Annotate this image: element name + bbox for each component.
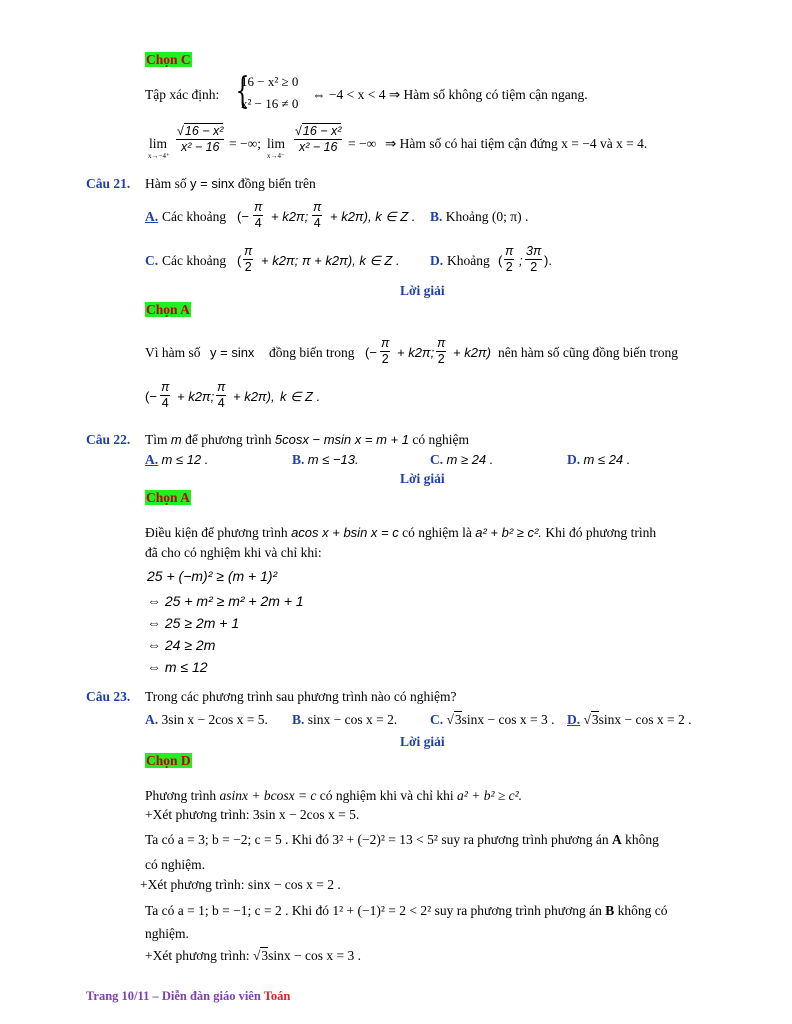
lim-1-tail: = −∞; <box>229 136 261 151</box>
q22-option-b[interactable]: B. m ≤ −13. <box>292 452 359 467</box>
lim-2-frac: $\frac{\text{√16 − x²}}{\text{x² − 16}}$ <box>295 124 342 154</box>
domain-conclusion: ⇔ −4 < x < 4 ⇒ Hàm số không có tiệm cận ngang. <box>312 87 588 102</box>
question-21-stem: Câu 21. Hàm số y = sinx đồng biến trên <box>86 176 316 191</box>
limits-line <box>145 124 765 164</box>
q23-solution-line3: Ta có a = 3; b = −2; c = 5 . Khi đó 3² + (−2)² = 13 < 5² suy ra phương trình phương án A không <box>145 832 659 847</box>
lim-1: lim <box>149 136 168 151</box>
q23-solution-line4: có nghiệm. <box>145 857 205 872</box>
footer-subject: Toán <box>263 989 291 1003</box>
q21-chon: Chọn A <box>146 302 190 317</box>
q21-option-b[interactable]: B. Khoảng (0; π) . <box>430 209 529 224</box>
q22-loi-giai: Lời giải <box>400 471 445 486</box>
q22-option-c[interactable]: C. m ≥ 24 . <box>430 452 494 467</box>
lim-conclusion: ⇒ Hàm số có hai tiệm cận đứng x = −4 và x = 4. <box>385 136 648 151</box>
condition-2: x² − 16 ≠ 0 <box>241 96 299 111</box>
q22-condition-line1: Điều kiện để phương trình acos x + bsin x = c có nghiệm là a² + b² ≥ c². Khi đó phương trình <box>145 525 657 540</box>
lim-1-frac: $\frac{\text{√16 − x²}}{\text{x² − 16}}$ <box>177 124 224 154</box>
q22-option-d[interactable]: D. m ≤ 24 . <box>567 452 631 467</box>
q23-solution-line2: +Xét phương trình: 3sin x − 2cos x = 5. <box>145 807 360 822</box>
q21-loi-giai: Lời giải <box>400 283 445 298</box>
footer-forum: Diễn đàn giáo viên <box>161 989 261 1003</box>
question-23-stem: Câu 23. Trong các phương trình sau phương trình nào có nghiệm? <box>86 689 457 704</box>
page-footer <box>86 989 290 1004</box>
q23-solution-line7: nghiệm. <box>145 926 189 941</box>
question-22-stem: Câu 22. Tìm m để phương trình 5cosx − msin x = m + 1 có nghiệm <box>86 432 469 447</box>
q23-chon: Chọn D <box>146 753 191 768</box>
q21-option-d[interactable]: D. Khoảng ( $\frac{\pi}{2}$ ; $\frac{3\pi}{2}$ ). <box>430 244 552 274</box>
q23-solution-line1: Phương trình asinx + bcosx = c có nghiệm khi và chỉ khi a² + b² ≥ c². <box>145 788 523 803</box>
brace-system: { <box>235 71 250 112</box>
lim-2: lim <box>267 136 286 151</box>
lim-1-sub: x→−4⁺ <box>148 152 170 160</box>
domain-label: Tập xác định: <box>145 87 220 102</box>
q23-solution-line8: +Xét phương trình: √3sinx − cos x = 3 . <box>145 948 361 963</box>
lim-2-sub: x→4⁻ <box>267 152 285 160</box>
condition-1: 16 − x² ≥ 0 <box>241 74 299 89</box>
q23-option-a[interactable]: A. 3sin x − 2cos x = 5. <box>145 712 268 727</box>
q21-solution-line1: Vì hàm số y = sinx đồng biến trong (− $\frac{\pi}{2}$ + k2π; $\frac{\pi}{2}$ + k2π) nên hàm số cũng đồng biến trong <box>145 336 678 366</box>
q22-step-5: ⇔ m ≤ 12 <box>147 659 208 675</box>
q22-chon: Chọn A <box>146 490 190 505</box>
q22-condition-line2: đã cho có nghiệm khi và chỉ khi: <box>145 545 322 560</box>
q22-step-1: 25 + (−m)² ≥ (m + 1)² <box>147 568 278 584</box>
q22-option-a[interactable]: A. m ≤ 12 . <box>145 452 209 467</box>
q23-option-d[interactable]: D. √3sinx − cos x = 2 . <box>567 712 692 727</box>
q22-step-3: ⇔ 25 ≥ 2m + 1 <box>147 615 240 631</box>
footer-page: Trang 10/11 – <box>86 989 159 1003</box>
q23-solution-line6: Ta có a = 1; b = −1; c = 2 . Khi đó 1² + (−1)² = 2 < 2² suy ra phương trình phương án B không có <box>145 903 668 918</box>
lim-2-tail: = −∞ <box>348 136 377 151</box>
q23-option-c[interactable]: C. √3sinx − cos x = 3 . <box>430 712 555 727</box>
q23-loi-giai: Lời giải <box>400 734 445 749</box>
q22-step-4: ⇔ 24 ≥ 2m <box>147 637 216 653</box>
q23-option-b[interactable]: B. sinx − cos x = 2. <box>292 712 398 727</box>
q22-step-2: ⇔ 25 + m² ≥ m² + 2m + 1 <box>147 593 304 609</box>
answer-choice-label: Chọn C <box>146 52 191 67</box>
q23-solution-line5: +Xét phương trình: sinx − cos x = 2 . <box>140 877 341 892</box>
